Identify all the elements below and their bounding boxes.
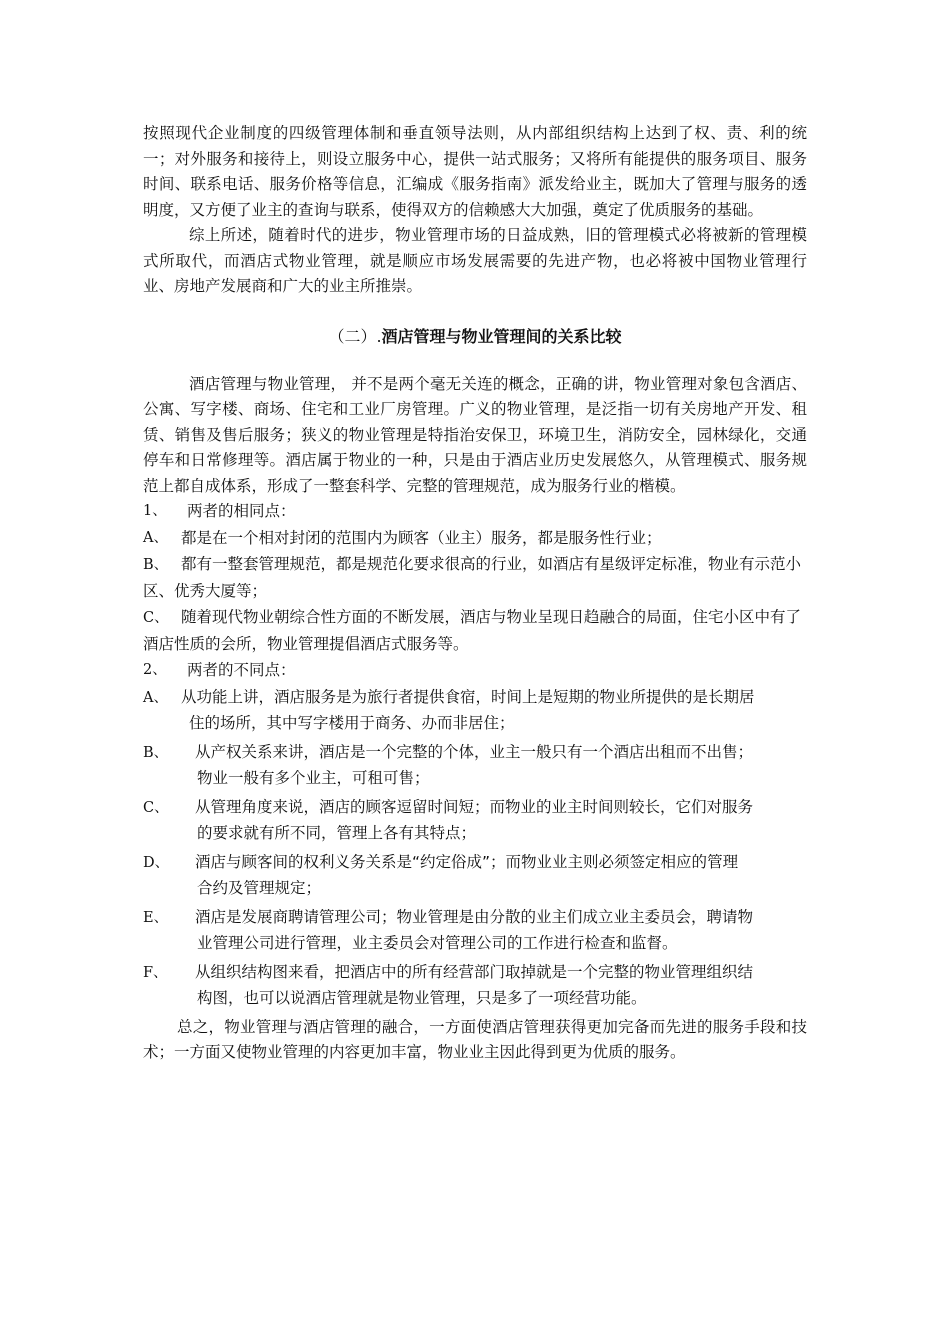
list-item	[143, 552, 807, 604]
list-title: 两者的相同点：	[187, 502, 296, 520]
document-page	[143, 121, 807, 1066]
list-item	[143, 526, 807, 552]
item-text-continuation: 物业一般有多个业主，可租可售；	[197, 769, 430, 787]
paragraph-conclusion: 总之，物业管理与酒店管理的融合，一方面使酒店管理获得更加完备而先进的服务手段和技术；一方面又使物业管理的内容更加丰富，物业业主因此得到更为优质的服务。	[143, 1017, 807, 1061]
list-title: 两者的不同点：	[187, 661, 296, 679]
item-marker: F、	[143, 964, 168, 981]
item-text: 都有一整套管理规范，都是规范化要求很高的行业，如酒店有星级评定标准，物业有示范小区、优秀大厦等；	[143, 555, 802, 600]
item-text-continuation: 业管理公司进行管理，业主委员会对管理公司的工作进行检查和监督。	[197, 934, 678, 952]
list-number: 1、	[143, 503, 167, 519]
item-marker: B、	[143, 557, 169, 573]
item-marker: D、	[143, 854, 170, 871]
item-text: 都是在一个相对封闭的范围内为顾客（业主）服务，都是服务性行业；	[181, 528, 662, 547]
item-text: 随着现代物业朝综合性方面的不断发展，酒店与物业呈现日趋融合的局面，住宅小区中有了酒店性质的会所，物业管理提倡酒店式服务等。	[143, 608, 802, 653]
item-text-first-line: 从产权关系来讲，酒店是一个完整的个体，业主一般只有一个酒店出租而不出售；	[195, 742, 754, 761]
item-marker: A、	[143, 689, 168, 706]
item-text-first-line: 从管理角度来说，酒店的顾客逗留时间短；而物业的业主时间则较长，它们对服务	[195, 797, 754, 816]
list-number: 2、	[143, 662, 167, 678]
list-item	[143, 960, 807, 1012]
section-heading-title: 酒店管理与物业管理间的关系比较	[381, 326, 622, 346]
item-marker: E、	[143, 909, 169, 926]
section-heading	[143, 324, 807, 350]
item-marker: B、	[143, 744, 169, 761]
paragraph-intro: 酒店管理与物业管理， 并不是两个毫无关连的概念，正确的讲，物业管理对象包含酒店、公寓、写字楼、商场、住宅和工业厂房管理。广义的物业管理，是泛指一切有关房地产开发、租赁、销售及售后服务；狭义的物业管理是特指治安保卫，环境卫生，消防安全，园林绿化，交通停车和日常修理等。酒店属于物业的一种，只是由于酒店业历史发展悠久，从管理模式、服务规范上都自成体系，形成了一整套科学、完整的管理规范，成为服务行业的楷模。	[143, 374, 807, 495]
item-text-continuation: 构图，也可以说酒店管理就是物业管理，只是多了一项经营功能。	[197, 989, 647, 1007]
item-marker: C、	[143, 799, 169, 816]
paragraph-management-structure: 按照现代企业制度的四级管理体制和垂直领导法则，从内部组织结构上达到了权、责、利的统一；对外服务和接待上，则设立服务中心，提供一站式服务；又将所有能提供的服务项目、服务时间、联系电话、服务价格等信息，汇编成《服务指南》派发给业主，既加大了管理与服务的透明度，又方便了业主的查询与联系，使得双方的信赖感大大加强，奠定了优质服务的基础。	[143, 124, 807, 219]
item-text-continuation: 的要求就有所不同，管理上各有其特点；	[197, 824, 477, 842]
similarities-heading	[143, 499, 807, 525]
item-text-first-line: 酒店是发展商聘请管理公司；物业管理是由分散的业主们成立业主委员会，聘请物	[195, 907, 754, 926]
differences-heading	[143, 658, 807, 684]
list-item	[143, 850, 807, 902]
paragraph-summary: 综上所述，随着时代的进步，物业管理市场的日益成熟，旧的管理模式必将被新的管理模式所取代，而酒店式物业管理，就是顺应市场发展需要的先进产物，也必将被中国物业管理行业、房地产发展商和广大的业主所推崇。	[143, 226, 807, 295]
list-item	[143, 905, 807, 957]
item-marker: A、	[143, 529, 168, 546]
item-text-first-line: 从功能上讲，酒店服务是为旅行者提供食宿，时间上是短期的物业所提供的是长期居	[181, 687, 755, 706]
list-item	[143, 795, 807, 847]
item-text-first-line: 从组织结构图来看，把酒店中的所有经营部门取掉就是一个完整的物业管理组织结	[195, 962, 754, 981]
list-item	[143, 685, 807, 737]
item-text-first-line: 酒店与顾客间的权利义务关系是“约定俗成”；而物业业主则必须签定相应的管理	[195, 852, 739, 871]
list-item	[143, 740, 807, 792]
item-text-continuation: 住的场所，其中写字楼用于商务、办而非居住；	[189, 714, 515, 732]
section-heading-number: （二）.	[328, 326, 382, 346]
item-marker: C、	[143, 610, 169, 626]
item-text-continuation: 合约及管理规定；	[197, 879, 322, 897]
list-item	[143, 605, 807, 657]
